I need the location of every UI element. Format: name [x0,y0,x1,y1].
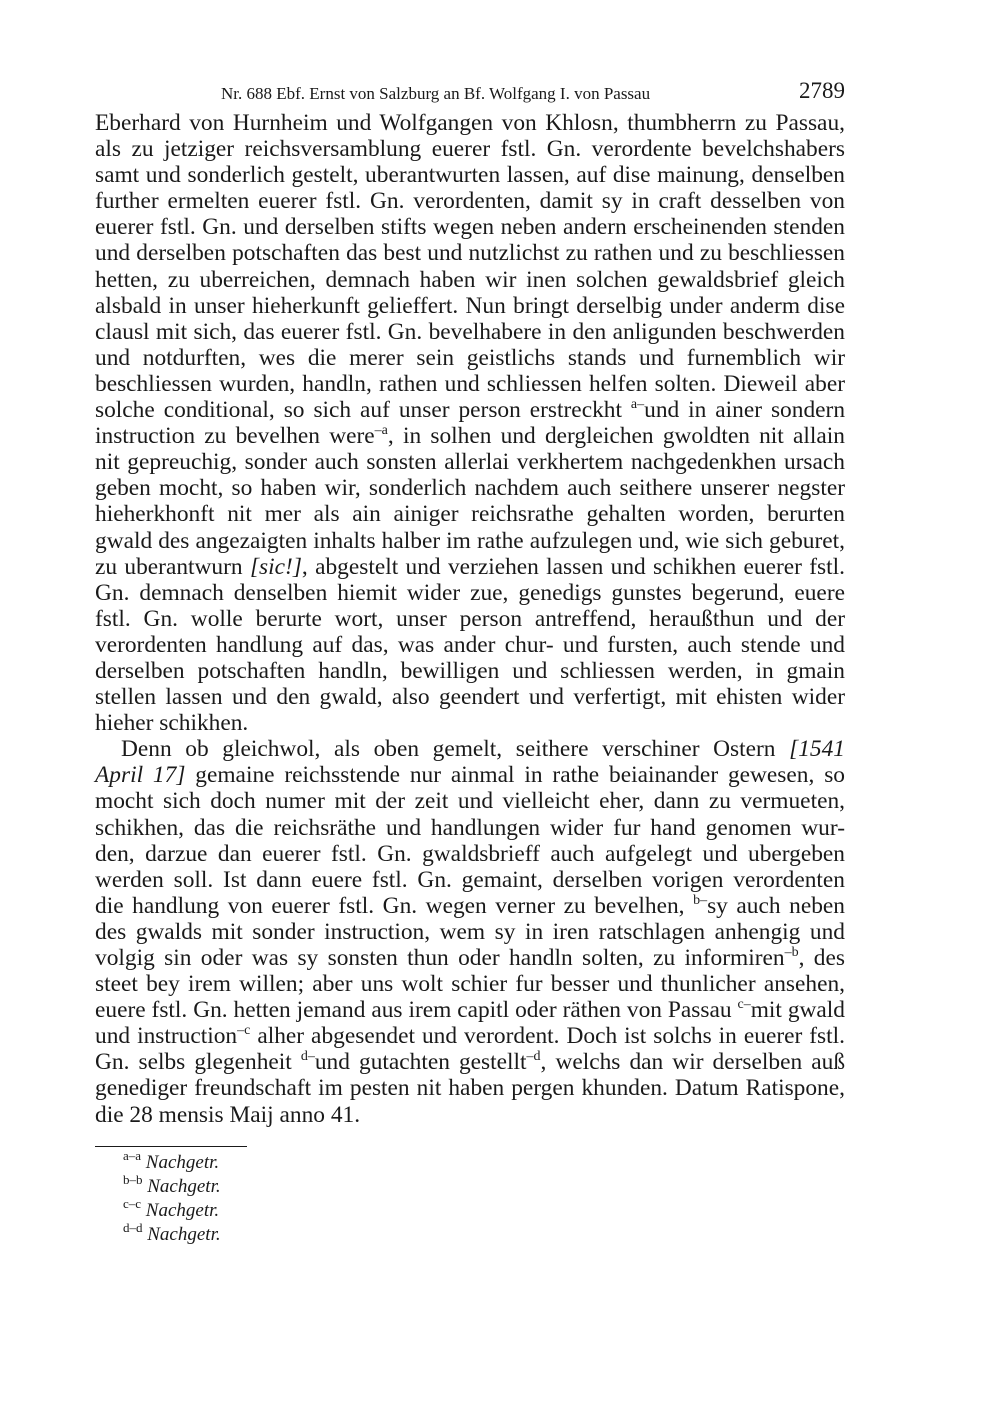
page-number: 2789 [799,78,845,103]
text-line: verordenten handlung auf das, was ander chur- und fursten, auch stende und [95,631,845,658]
footnote-text: Nachgetr. [147,1175,221,1197]
footnote-mark: –d [526,1049,541,1065]
paragraph-2 [95,736,845,1127]
text-run: und in ainer sondern [644,397,846,424]
text-line: den, darzue dan euerer fstl. Gn. gwaldsbrieff auch aufgelegt und ubergeben [95,840,845,867]
text-line: mocht sich doch numer mit der zeit und vielleicht eher, dann zu vermueten, [95,788,845,815]
text-line: stellen lassen und den gwald, also geendert und verfertigt, mit ehisten wider [95,684,845,711]
editorial-note: [1541 [789,736,845,763]
document-page [95,78,845,1247]
text-run: , welchs dan wir derselben auß [540,1049,846,1076]
text-line: Gn. demnach denselben hiemit wider zue, genedigs gunstes begerund, euere [95,579,845,606]
text-run: sy auch neben [707,892,845,919]
text-line: clausl mit sich, das euerer fstl. Gn. bevelhabere in den anligunden beschwerden [95,318,845,345]
text-line [95,397,845,423]
text-line: Eberhard von Hurnheim und Wolfgangen von Khlosn, thumbherrn zu Passau, [95,110,845,136]
footnote-mark: a– [630,397,645,413]
text-run: und instruction [95,1023,238,1050]
text-line: hieher schikhen. [95,710,249,737]
text-line: schikhen, das die reichsräthe und handlungen wider fur hand genomen wur- [95,814,845,841]
text-line: des gwalds mit sonder instruction, wem sy in iren ratschlagen anhengig und [95,918,845,945]
footnote-text: Nachgetr. [145,1151,220,1173]
text-line: werden soll. Ist dann euere fstl. Gn. gemaint, derselben vorigen verordenten [95,866,845,893]
text-line [95,423,845,449]
footnote [123,1219,845,1247]
running-head [95,78,845,110]
text-run: alher abgesendet und verordent. Doch ist solchs in euerer fstl. [250,1023,846,1050]
footnote-mark: –a [374,423,388,439]
text-line: nit gepreuchig, sonder auch sonsten allerlai verkhertem nachgedenkhen ursach [95,449,845,476]
footnote-mark: d–d [123,1219,143,1235]
footnote [123,1195,845,1223]
footnote-text: Nachgetr. [145,1199,220,1221]
footnote [123,1171,845,1199]
text-run: euere fstl. Gn. hetten jemand aus irem capitl oder räthen von Passau [95,997,738,1024]
running-title: Nr. 688 Ebf. Ernst von Salzburg an Bf. Wolfgang I. von Passau [221,84,651,103]
text-line: hieherkhonft nit mer als ain ainiger reichsrathe gehalten worden, berurten [95,501,845,528]
text-run: zu uberantwurn [95,553,250,580]
text-line: genediger freundschaft im pesten nit haben pergen khunden. Datum Ratispone, [95,1075,845,1102]
text-run: Denn ob gleichwol, als oben gemelt, seithere verschiner Ostern [121,736,790,763]
text-line: further ermelten euerer fstl. Gn. verordenten, damit sy in craft desselben von [95,188,845,215]
text-line [95,893,845,919]
footnote-mark: c–c [123,1195,142,1211]
footnote-mark: a–a [123,1147,142,1163]
text-line [95,997,845,1023]
text-line: geben mocht, so haben wir, sonderlich nachdem auch seithere unserer negster [95,475,845,502]
text-line: gwald des angezaigten inhalts halber im rathe aufzulegen und, wie sich geburet, [95,527,845,554]
text-line [95,736,845,762]
text-run: gemaine reichsstende nur ainmal in rathe beiainander gewesen, so [185,762,845,789]
footnote-mark: –b [784,945,799,960]
text-run: , abgestelt und verziehen lassen und schikhen euerer fstl. [301,553,846,580]
text-line: fstl. Gn. wolle berurte wort, unser person antreffend, heraußthun und der [95,605,845,632]
text-run: , in solhen und dergleichen gwoldten nit allain [387,423,845,450]
text-run: volgig sin oder was sy sonsten thun oder handln solten, zu informiren [95,945,785,971]
footnotes [95,1147,845,1247]
text-line: und notdurften, wes die merer sein geistlichs stands und furnemblich wir [95,344,845,371]
text-run: mit gwald [750,997,845,1024]
footnote-mark: d– [300,1049,315,1065]
text-line: derselben potschaften handln, bewilligen und schliessen werden, in gmain [95,657,845,684]
text-line: samt und sonderlich gestelt, uberantwurten lassen, auf dise mainung, denselben [95,162,845,189]
text-run: solche conditional, so sich auf unser person erstreckht [95,397,631,424]
text-line: euerer fstl. Gn. und derselben stifts wegen neben andern erscheinenden stenden [95,214,845,241]
text-run: die handlung von euerer fstl. Gn. wegen verner zu bevelhen, [95,892,694,919]
text-run: Gn. selbs glegenheit [95,1049,301,1076]
text-line: als zu jetziger reichsversamblung euerer fstl. Gn. verordente bevelchshabers [95,136,845,163]
text-line: die 28 mensis Maij anno 41. [95,1101,361,1128]
text-run: und gutachten gestellt [314,1049,527,1076]
text-line [95,945,845,971]
text-line [95,1049,845,1075]
text-line [95,762,845,788]
footnote [123,1147,845,1175]
footnote-text: Nachgetr. [147,1223,221,1245]
footnote-mark: b–b [123,1171,143,1187]
text-line [95,1023,845,1049]
text-line: steet bey irem willen; aber uns wolt schier fur besser und thunlicher ansehen, [95,971,845,998]
footnote-divider [95,1146,247,1147]
text-line: alsbald in unser hieherkunft gelieffert. Nun bringt derselbig under anderm dise [95,292,845,319]
footnote-mark: –c [237,1023,251,1039]
text-line: beschliessen wurden, handln, rathen und schliessen helfen solten. Dieweil aber [95,370,845,397]
text-line: hetten, zu uberreichen, demnach haben wir inen solchen gewaldsbrief gleich [95,266,845,293]
editorial-note: April 17] [95,762,186,789]
text-line [95,554,845,580]
letter-body [95,110,845,1128]
text-run: , des [798,945,845,971]
paragraph-1 [95,110,845,736]
text-line: und derselben potschaften das best und nutzlichst zu rathen und zu beschliessen [95,240,845,267]
footnote-mark: b– [693,892,708,908]
text-run: instruction zu bevelhen were [95,423,375,450]
footnote-mark: c– [737,997,751,1013]
editorial-note: [sic!] [249,553,302,580]
